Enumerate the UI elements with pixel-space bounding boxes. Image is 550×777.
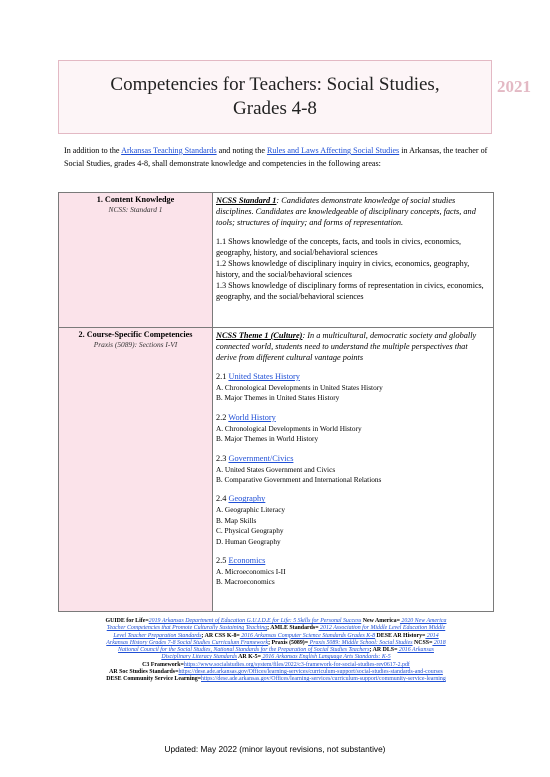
reference-label: AR K-5= xyxy=(237,654,261,661)
section-heading xyxy=(216,371,489,383)
section-subitem: B. Major Themes in United States History xyxy=(216,393,340,403)
reference-label: AR Soc Studies Standards= xyxy=(109,669,179,676)
section-number: 2.4 xyxy=(216,494,229,504)
link-government-civics[interactable]: Government/Civics xyxy=(228,453,294,463)
section-number: 2.5 xyxy=(216,556,229,566)
section-subitem: C. Physical Geography xyxy=(216,526,284,536)
reference-link[interactable]: 2014 xyxy=(425,632,439,639)
reference-label: ; AR CSS K-8= xyxy=(201,632,240,639)
link-arkansas-teaching-standards[interactable]: Arkansas Teaching Standards xyxy=(121,146,217,155)
row-heading-cell xyxy=(59,193,213,328)
reference-link[interactable]: 2012 Association for Middle Level Education Middle xyxy=(318,625,446,632)
page-title-line-1: Competencies for Teachers: Social Studies, xyxy=(110,74,440,95)
table-row xyxy=(59,328,494,612)
section-subitem: B. Major Themes in World History xyxy=(216,434,319,444)
reference-link[interactable]: 2018 xyxy=(432,639,446,646)
references-block xyxy=(58,618,494,684)
competency-item: 1.1 Shows knowledge of the concepts, facts, and tools in civics, economics, geography, history, and social/behavioral sciences xyxy=(216,237,462,257)
section-subitem: B. Macroeconomics xyxy=(216,577,275,587)
reference-link[interactable]: https://www.socialstudies.org/system/files/2022/c3-framework-for-social-studies-rev0617-2.pdf xyxy=(183,661,410,668)
section-subitem: A. Chronological Developments in United States History xyxy=(216,383,383,392)
reference-link[interactable]: Teacher Competencies that Promote Culturally Sustaining Teaching xyxy=(106,625,268,632)
reference-link[interactable]: 2016 Arkansas English Language Arts Standards: K-5 xyxy=(261,654,391,661)
standard-name: NCSS Standard 1 xyxy=(216,196,277,205)
competency-table xyxy=(58,192,494,612)
link-rules-and-laws[interactable]: Rules and Laws Affecting Social Studies xyxy=(266,146,400,155)
section-number: 2.3 xyxy=(216,453,229,463)
reference-link[interactable]: 2019 Arkansas Department of Education G.U.I.D.E for Life: 5 Skills for Personal Success xyxy=(148,618,362,624)
section-subitem: B. Map Skills xyxy=(216,515,257,525)
reference-label: ; Praxis (5089)= xyxy=(268,639,309,646)
reference-label: ; AMLE Standards= xyxy=(267,625,319,632)
reference-label: GUIDE for Life= xyxy=(105,618,149,624)
reference-link[interactable]: 2020 New America xyxy=(399,618,447,624)
section-number: 2.2 xyxy=(216,412,229,422)
reference-link[interactable]: https://dese.ade.arkansas.gov/Offices/learning-services/curriculum-support/social-studies-standards-and-courses xyxy=(178,669,443,676)
reference-line xyxy=(58,633,494,640)
reference-line xyxy=(58,676,494,683)
reference-line xyxy=(58,625,494,632)
row-heading-cell xyxy=(59,328,213,612)
intro-text-1: In addition to the xyxy=(64,146,122,155)
section-heading xyxy=(216,493,489,505)
reference-link[interactable]: Level Teacher Preparation Standards xyxy=(113,632,202,639)
section-subitem: B. Comparative Government and International Relations xyxy=(216,475,382,485)
section-subitem: A. United States Government and Civics xyxy=(216,464,336,474)
table-row xyxy=(59,193,494,328)
section-subitem: D. Human Geography xyxy=(216,536,281,546)
reference-link[interactable]: https://dese.ade.arkansas.gov/Offices/learning-services/curriculum-support/community-service-learning xyxy=(201,676,446,683)
reference-label: New America= xyxy=(361,618,400,624)
reference-label: DESE Community Service Learning= xyxy=(106,676,202,683)
year-label: 2021 xyxy=(497,77,531,96)
link-economics[interactable]: Economics xyxy=(228,556,266,566)
standard-text: : In a multicultural, democratic society and globally connected world, students need to understand the multiple perspectives that derive from different cultural vantage points xyxy=(216,331,477,362)
page-title-line-2: Grades 4-8 xyxy=(233,98,317,119)
section-heading xyxy=(216,555,489,567)
intro-text-2: and noting the xyxy=(216,146,267,155)
section-subitem: A. Microeconomics I-II xyxy=(216,567,286,577)
reference-link[interactable]: 2016 Arkansas xyxy=(397,647,434,654)
reference-line xyxy=(58,647,494,654)
row-content-cell xyxy=(213,193,494,328)
reference-label: DESE AR History= xyxy=(375,632,426,639)
reference-link[interactable]: Praxis 5089: Middle School: Social Studies xyxy=(308,639,413,646)
reference-line xyxy=(58,662,494,669)
reference-link[interactable]: 2016 Arkansas Computer Science Standards Grades K-8 xyxy=(239,632,376,639)
reference-link[interactable]: Arkansas History Grades 7-8 Social Studies Curriculum Framework xyxy=(106,639,269,646)
link-geography[interactable]: Geography xyxy=(228,494,266,504)
title-box xyxy=(58,60,492,134)
row-subheading: Praxis (5089): Sections I-VI xyxy=(93,340,178,349)
intro-paragraph xyxy=(64,144,494,170)
standard-statement xyxy=(216,195,489,228)
row-heading: 1. Content Knowledge xyxy=(96,195,175,204)
standard-statement xyxy=(216,330,489,363)
competency-item: 1.3 Shows knowledge of disciplinary forms of representation in civics, economics, geography, and the social/behavioral sciences xyxy=(216,281,484,301)
competency-item: 1.2 Shows knowledge of disciplinary inquiry in civics, economics, geography, history, and the social/behavioral sciences xyxy=(216,259,470,279)
reference-link[interactable]: Disciplinary Literacy Standards xyxy=(161,654,238,661)
standard-text: : Candidates demonstrate knowledge of social studies disciplines. Candidates are knowledgeable of disciplinary concepts, facts, and tools; structures of inquiry; and forms of representation. xyxy=(216,196,476,227)
section-heading xyxy=(216,453,489,465)
reference-label: ; AR DLS= xyxy=(369,647,398,654)
reference-label: NCSS= xyxy=(412,639,433,646)
section-number: 2.1 xyxy=(216,372,229,381)
standard-name: NCSS Theme 1 (Culture) xyxy=(216,331,303,340)
reference-link[interactable]: National Council for the Social Studies, National Standards for the Preparation of Social Studies Teachers xyxy=(118,647,370,654)
reference-label: C3 Framework= xyxy=(142,661,184,668)
intro-text-3: in Arkansas, the teacher of Social Studies, grades 4-8, shall demonstrate knowledge and competencies in the following areas: xyxy=(64,146,488,168)
row-content-cell xyxy=(213,328,494,612)
section-subitem: A. Geographic Literacy xyxy=(216,505,286,515)
reference-line xyxy=(58,654,494,661)
section-heading xyxy=(216,412,489,424)
footer-update-note: Updated: May 2022 (minor layout revisions, not substantive) xyxy=(164,744,386,754)
link-united-states-history[interactable]: United States History xyxy=(228,372,300,381)
section-subitem: A. Chronological Developments in World History xyxy=(216,423,362,433)
link-world-history[interactable]: World History xyxy=(228,412,276,422)
row-heading: 2. Course-Specific Competencies xyxy=(78,330,193,339)
row-subheading: NCSS: Standard 1 xyxy=(108,205,163,214)
